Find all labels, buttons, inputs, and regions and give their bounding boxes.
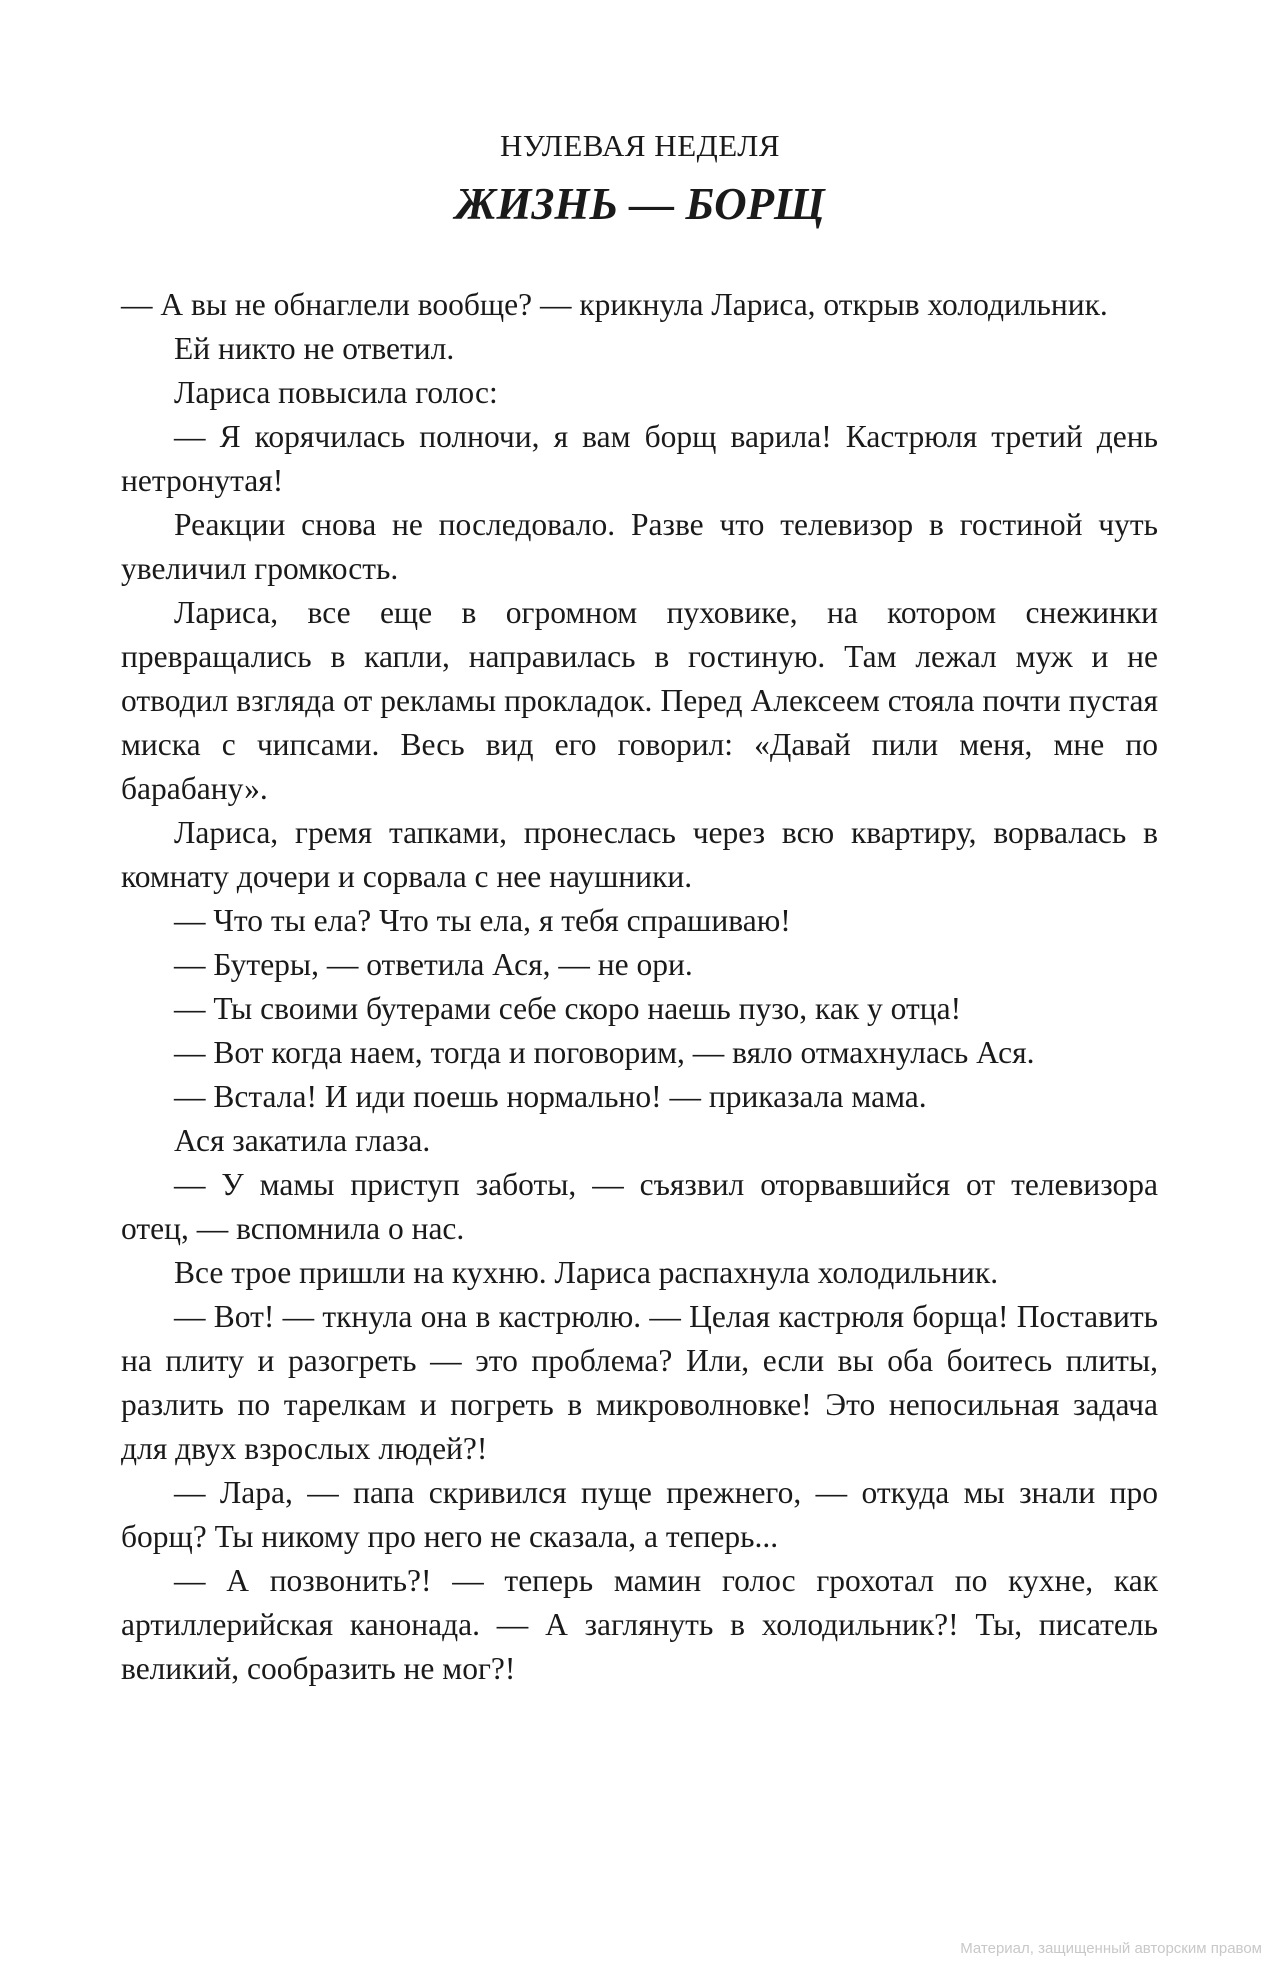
paragraph: — Что ты ела? Что ты ела, я тебя спрашиваю! [174, 903, 791, 938]
paragraph: — А вы не обнаглели вообще? — крикнула Лариса, открыв холодильник. [121, 287, 1108, 322]
paragraph: — Бутеры, — ответила Ася, — не ори. [174, 947, 693, 982]
copyright-watermark: Материал, защищенный авторским правом [960, 1940, 1262, 1957]
paragraph: — Лара, — папа скривился пуще прежнего, — откуда мы знали про борщ? Ты никому про него не сказала, а теперь... [121, 1475, 1158, 1554]
paragraph: — Я корячилась полночи, я вам борщ варила! Кастрюля третий день нетронутая! [121, 419, 1158, 498]
paragraph: Лариса, гремя тапками, пронеслась через всю квартиру, ворвалась в комнату дочери и сорвала с нее наушники. [121, 815, 1158, 894]
paragraph: — Вот! — ткнула она в кастрюлю. — Целая кастрюля борща! Поставить на плиту и разогреть — это проблема? Или, если вы оба боитесь плиты, разлить по тарелкам и погреть в микроволновке! Это непосильная задача для двух взрослых людей?! [121, 1299, 1158, 1466]
paragraph: Реакции снова не последовало. Разве что телевизор в гостиной чуть увеличил громкость. [121, 507, 1158, 586]
paragraph: — У мамы приступ заботы, — съязвил оторвавшийся от телевизора отец, — вспомнила о нас. [121, 1167, 1158, 1246]
paragraph: Ей никто не ответил. [174, 331, 455, 366]
paragraph: — А позвонить?! — теперь мамин голос грохотал по кухне, как артиллерийская канонада. — А заглянуть в холодильник?! Ты, писатель великий, сообразить не мог?! [121, 1563, 1158, 1686]
paragraph: Лариса, все еще в огромном пуховике, на котором снежинки превращались в капли, направилась в гостиную. Там лежал муж и не отводил взгляда от рекламы прокладок. Перед Алексеем стояла почти пустая миска с чипсами. Весь вид его говорил: «Давай пили меня, мне по барабану». [121, 595, 1158, 806]
paragraph: Все трое пришли на кухню. Лариса распахнула холодильник. [174, 1255, 999, 1290]
paragraph: — Встала! И иди поешь нормально! — приказала мама. [174, 1079, 927, 1114]
paragraph: — Ты своими бутерами себе скоро наешь пузо, как у отца! [174, 991, 962, 1026]
paragraph: Ася закатила глаза. [174, 1123, 431, 1158]
body-text [121, 283, 1158, 1691]
chapter-title: ЖИЗНЬ — БОРЩ [455, 179, 825, 229]
chapter-label: НУЛЕВАЯ НЕДЕЛЯ [499, 128, 781, 163]
paragraph: Лариса повысила голос: [174, 375, 498, 410]
paragraph: — Вот когда наем, тогда и поговорим, — вяло отмахнулась Ася. [174, 1035, 1035, 1070]
